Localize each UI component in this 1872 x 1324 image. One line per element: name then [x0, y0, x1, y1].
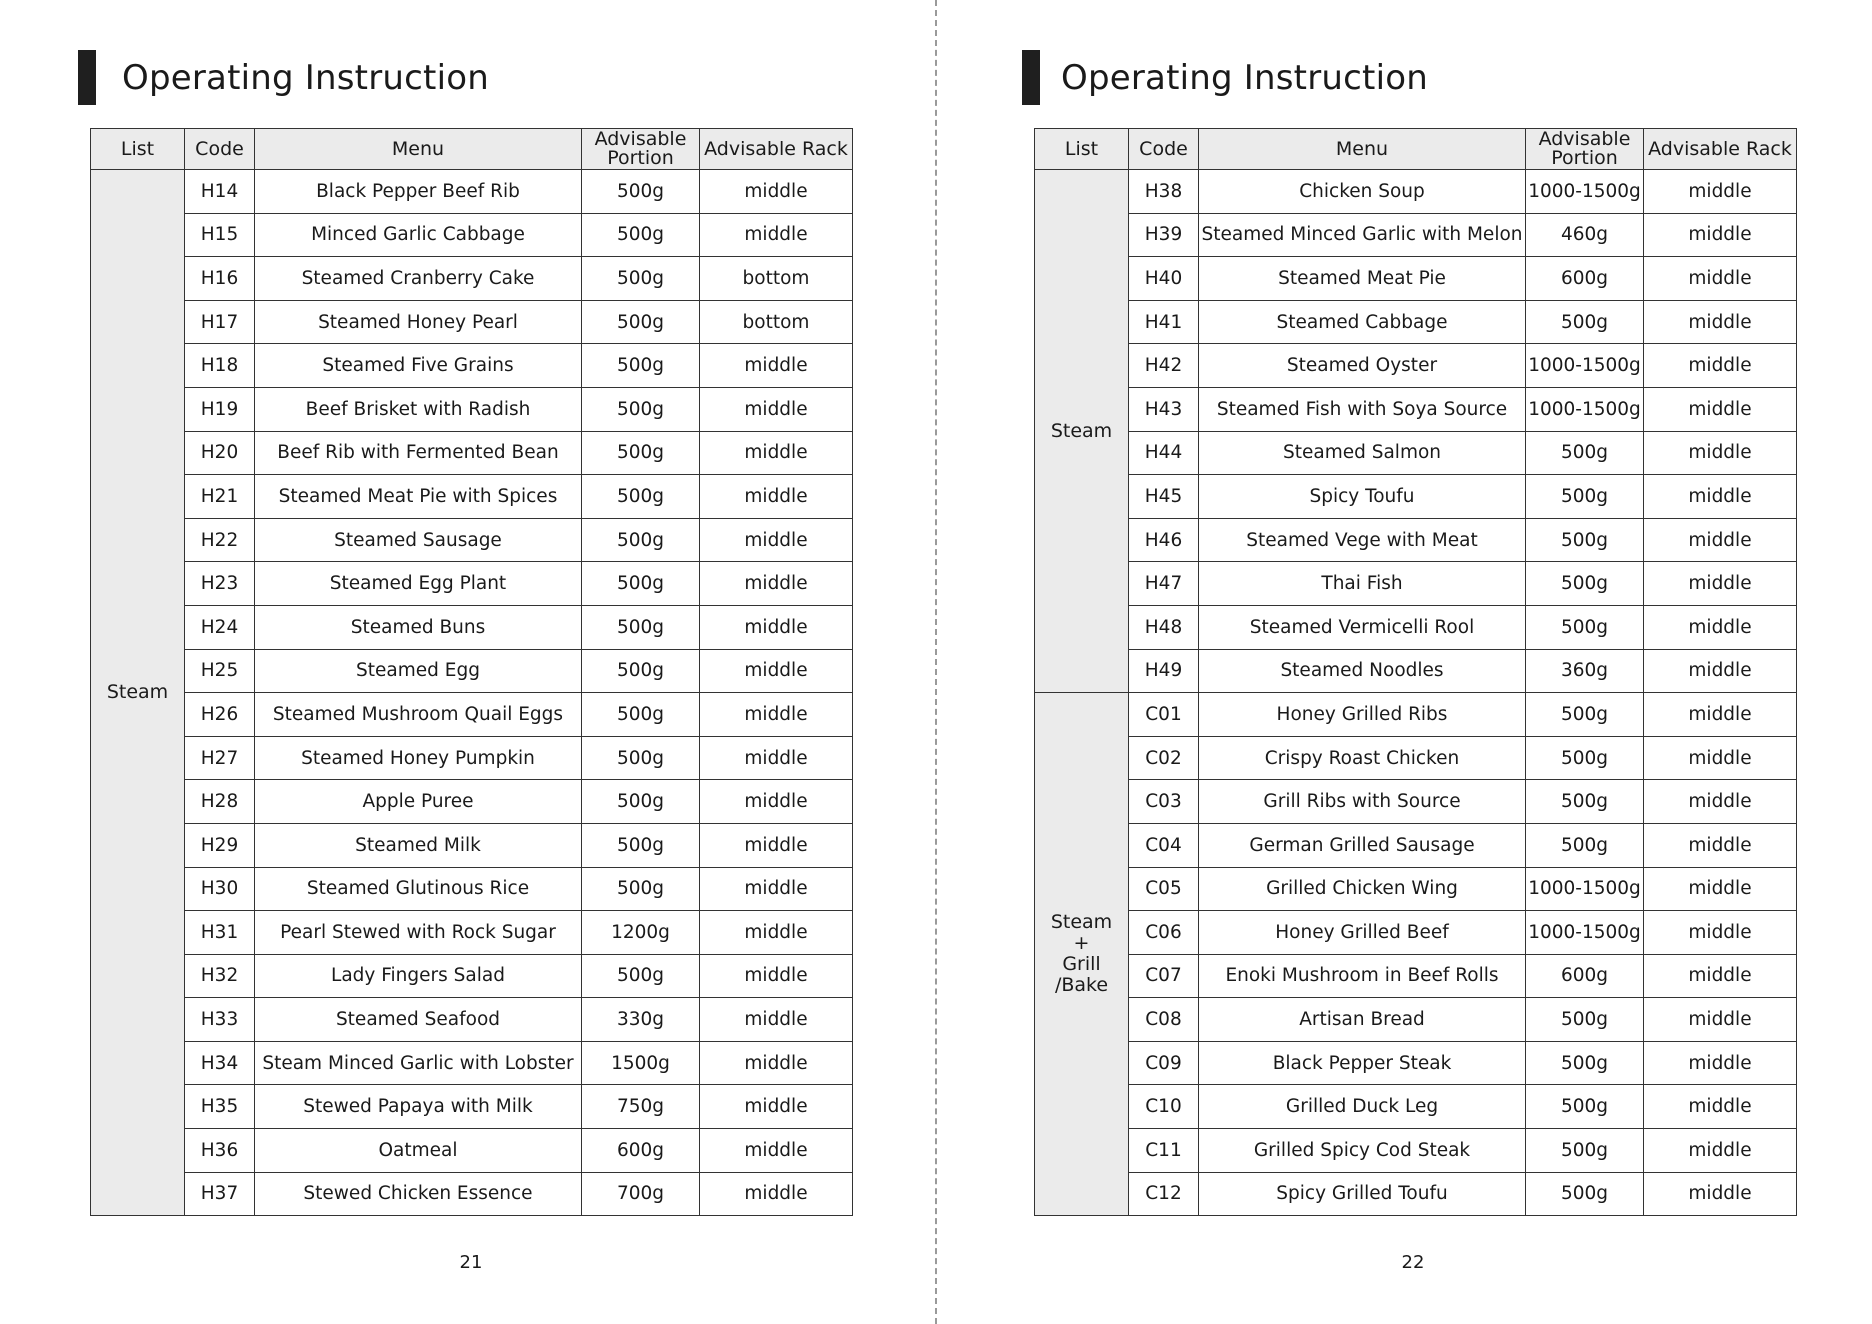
code-cell: C06: [1129, 911, 1199, 955]
code-cell: C07: [1129, 954, 1199, 998]
portion-cell: 1000-1500g: [1526, 911, 1644, 955]
table-row: [1035, 387, 1797, 431]
code-cell: H42: [1129, 344, 1199, 388]
rack-cell: middle: [1644, 693, 1797, 737]
title-marker: [78, 50, 96, 105]
code-cell: H18: [185, 344, 255, 388]
table-header-row: [91, 129, 853, 170]
table-row: [91, 693, 853, 737]
table-row: [91, 1085, 853, 1129]
code-cell: H22: [185, 518, 255, 562]
table-row: [1035, 605, 1797, 649]
portion-cell: 500g: [582, 300, 700, 344]
rack-cell: bottom: [700, 300, 853, 344]
table-row: [1035, 170, 1797, 214]
table-row: [91, 344, 853, 388]
portion-cell: 1000-1500g: [1526, 344, 1644, 388]
menu-cell: Grilled Spicy Cod Steak: [1199, 1129, 1526, 1173]
portion-cell: 460g: [1526, 213, 1644, 257]
table-row: [1035, 1129, 1797, 1173]
group-label: Steam + Grill /Bake: [1035, 693, 1129, 1216]
rack-cell: middle: [1644, 170, 1797, 214]
rack-cell: middle: [1644, 954, 1797, 998]
code-cell: H48: [1129, 605, 1199, 649]
rack-cell: middle: [700, 649, 853, 693]
portion-cell: 500g: [582, 693, 700, 737]
table-row: [1035, 736, 1797, 780]
menu-cell: Stewed Chicken Essence: [255, 1172, 582, 1216]
rack-cell: middle: [700, 954, 853, 998]
menu-cell: Steamed Cabbage: [1199, 300, 1526, 344]
page-title: Operating Instruction: [122, 58, 489, 98]
rack-cell: middle: [700, 998, 853, 1042]
group-label: Steam: [91, 170, 185, 1216]
table-row: [1035, 475, 1797, 519]
rack-cell: middle: [1644, 736, 1797, 780]
code-cell: C12: [1129, 1172, 1199, 1216]
menu-cell: Beef Brisket with Radish: [255, 387, 582, 431]
menu-cell: Steamed Egg Plant: [255, 562, 582, 606]
rack-cell: middle: [1644, 344, 1797, 388]
table-row: [1035, 649, 1797, 693]
menu-cell: Steamed Fish with Soya Source: [1199, 387, 1526, 431]
menu-cell: Crispy Roast Chicken: [1199, 736, 1526, 780]
menu-cell: Steamed Vege with Meat: [1199, 518, 1526, 562]
portion-cell: 500g: [582, 475, 700, 519]
table-row: [1035, 518, 1797, 562]
portion-cell: 1000-1500g: [1526, 387, 1644, 431]
table-row: [91, 387, 853, 431]
code-cell: H44: [1129, 431, 1199, 475]
table-row: [91, 518, 853, 562]
table-row: [91, 300, 853, 344]
menu-cell: German Grilled Sausage: [1199, 823, 1526, 867]
rack-cell: middle: [700, 1172, 853, 1216]
code-cell: H43: [1129, 387, 1199, 431]
menu-cell: Minced Garlic Cabbage: [255, 213, 582, 257]
rack-cell: middle: [700, 213, 853, 257]
menu-cell: Steam Minced Garlic with Lobster: [255, 1041, 582, 1085]
code-cell: H39: [1129, 213, 1199, 257]
menu-cell: Apple Puree: [255, 780, 582, 824]
code-cell: H26: [185, 693, 255, 737]
portion-cell: 500g: [1526, 431, 1644, 475]
table-row: [1035, 911, 1797, 955]
code-cell: H47: [1129, 562, 1199, 606]
code-cell: C09: [1129, 1041, 1199, 1085]
rack-cell: middle: [1644, 518, 1797, 562]
menu-cell: Steamed Honey Pumpkin: [255, 736, 582, 780]
menu-cell: Artisan Bread: [1199, 998, 1526, 1042]
table-row: [91, 605, 853, 649]
table-row: [1035, 300, 1797, 344]
table-row: [1035, 213, 1797, 257]
code-cell: H46: [1129, 518, 1199, 562]
table-row: [91, 257, 853, 301]
rack-cell: middle: [700, 911, 853, 955]
table-row: [1035, 867, 1797, 911]
code-cell: C04: [1129, 823, 1199, 867]
portion-cell: 700g: [582, 1172, 700, 1216]
table-row: [91, 954, 853, 998]
code-cell: H23: [185, 562, 255, 606]
rack-cell: middle: [1644, 911, 1797, 955]
portion-cell: 500g: [582, 954, 700, 998]
title-marker: [1022, 50, 1040, 105]
column-header: List: [1035, 129, 1129, 170]
menu-cell: Lady Fingers Salad: [255, 954, 582, 998]
portion-cell: 500g: [1526, 300, 1644, 344]
table-row: [1035, 431, 1797, 475]
code-cell: H40: [1129, 257, 1199, 301]
rack-cell: bottom: [700, 257, 853, 301]
menu-cell: Steamed Noodles: [1199, 649, 1526, 693]
menu-cell: Steamed Salmon: [1199, 431, 1526, 475]
code-cell: H45: [1129, 475, 1199, 519]
code-cell: C03: [1129, 780, 1199, 824]
code-cell: H30: [185, 867, 255, 911]
portion-cell: 1000-1500g: [1526, 170, 1644, 214]
rack-cell: middle: [700, 387, 853, 431]
menu-cell: Steamed Cranberry Cake: [255, 257, 582, 301]
menu-cell: Steamed Buns: [255, 605, 582, 649]
table-row: [1035, 780, 1797, 824]
menu-cell: Spicy Grilled Toufu: [1199, 1172, 1526, 1216]
code-cell: H15: [185, 213, 255, 257]
page-right: [936, 0, 1872, 1324]
table-row: [91, 911, 853, 955]
page-number: 21: [459, 1252, 483, 1273]
code-cell: H20: [185, 431, 255, 475]
portion-cell: 500g: [1526, 823, 1644, 867]
code-cell: H16: [185, 257, 255, 301]
rack-cell: middle: [700, 693, 853, 737]
code-cell: H28: [185, 780, 255, 824]
column-header: Advisable Rack: [1644, 129, 1797, 170]
rack-cell: middle: [1644, 1172, 1797, 1216]
code-cell: H14: [185, 170, 255, 214]
page-number: 22: [1401, 1252, 1425, 1273]
menu-cell: Thai Fish: [1199, 562, 1526, 606]
portion-cell: 500g: [582, 170, 700, 214]
portion-cell: 1200g: [582, 911, 700, 955]
column-header: Code: [1129, 129, 1199, 170]
portion-cell: 500g: [582, 562, 700, 606]
table-row: [1035, 1085, 1797, 1129]
portion-cell: 500g: [582, 605, 700, 649]
table-row: [91, 998, 853, 1042]
code-cell: H38: [1129, 170, 1199, 214]
table-row: [91, 780, 853, 824]
rack-cell: middle: [700, 780, 853, 824]
menu-cell: Steamed Minced Garlic with Melon: [1199, 213, 1526, 257]
code-cell: H37: [185, 1172, 255, 1216]
menu-cell: Black Pepper Beef Rib: [255, 170, 582, 214]
portion-cell: 500g: [1526, 1172, 1644, 1216]
code-cell: H33: [185, 998, 255, 1042]
code-cell: C11: [1129, 1129, 1199, 1173]
portion-cell: 500g: [1526, 475, 1644, 519]
menu-table: [90, 128, 853, 1216]
code-cell: H34: [185, 1041, 255, 1085]
table-row: [91, 1172, 853, 1216]
menu-cell: Steamed Meat Pie with Spices: [255, 475, 582, 519]
rack-cell: middle: [1644, 257, 1797, 301]
table-row: [91, 867, 853, 911]
rack-cell: middle: [700, 736, 853, 780]
code-cell: H49: [1129, 649, 1199, 693]
code-cell: C08: [1129, 998, 1199, 1042]
rack-cell: middle: [700, 823, 853, 867]
rack-cell: middle: [700, 867, 853, 911]
code-cell: C02: [1129, 736, 1199, 780]
table-row: [1035, 823, 1797, 867]
table-row: [1035, 1172, 1797, 1216]
menu-cell: Steamed Glutinous Rice: [255, 867, 582, 911]
code-cell: H19: [185, 387, 255, 431]
menu-cell: Steamed Five Grains: [255, 344, 582, 388]
rack-cell: middle: [700, 344, 853, 388]
table-row: [91, 1129, 853, 1173]
portion-cell: 500g: [1526, 1129, 1644, 1173]
menu-table: [1034, 128, 1797, 1216]
menu-cell: Honey Grilled Beef: [1199, 911, 1526, 955]
table-header-row: [1035, 129, 1797, 170]
code-cell: H29: [185, 823, 255, 867]
portion-cell: 330g: [582, 998, 700, 1042]
portion-cell: 500g: [582, 257, 700, 301]
menu-cell: Grilled Duck Leg: [1199, 1085, 1526, 1129]
rack-cell: middle: [1644, 387, 1797, 431]
rack-cell: middle: [700, 475, 853, 519]
column-header: Advisable Rack: [700, 129, 853, 170]
table-row: [91, 431, 853, 475]
menu-cell: Spicy Toufu: [1199, 475, 1526, 519]
code-cell: H17: [185, 300, 255, 344]
menu-cell: Chicken Soup: [1199, 170, 1526, 214]
group-label: Steam: [1035, 170, 1129, 693]
portion-cell: 500g: [582, 431, 700, 475]
menu-cell: Steamed Honey Pearl: [255, 300, 582, 344]
rack-cell: middle: [1644, 998, 1797, 1042]
column-header: Code: [185, 129, 255, 170]
table-row: [91, 475, 853, 519]
rack-cell: middle: [1644, 300, 1797, 344]
rack-cell: middle: [1644, 1085, 1797, 1129]
rack-cell: middle: [1644, 1129, 1797, 1173]
column-header: Menu: [1199, 129, 1526, 170]
rack-cell: middle: [1644, 823, 1797, 867]
code-cell: C10: [1129, 1085, 1199, 1129]
rack-cell: middle: [700, 431, 853, 475]
menu-cell: Steamed Egg: [255, 649, 582, 693]
rack-cell: middle: [700, 1041, 853, 1085]
page-title: Operating Instruction: [1061, 58, 1428, 98]
rack-cell: middle: [700, 1085, 853, 1129]
rack-cell: middle: [700, 562, 853, 606]
rack-cell: middle: [700, 1129, 853, 1173]
code-cell: H21: [185, 475, 255, 519]
portion-cell: 500g: [1526, 693, 1644, 737]
table-row: [1035, 693, 1797, 737]
table-row: [1035, 344, 1797, 388]
code-cell: H36: [185, 1129, 255, 1173]
portion-cell: 500g: [582, 518, 700, 562]
rack-cell: middle: [700, 518, 853, 562]
portion-cell: 500g: [582, 387, 700, 431]
table-row: [91, 562, 853, 606]
portion-cell: 500g: [1526, 998, 1644, 1042]
rack-cell: middle: [700, 605, 853, 649]
table-row: [1035, 998, 1797, 1042]
portion-cell: 500g: [582, 649, 700, 693]
portion-cell: 500g: [1526, 518, 1644, 562]
code-cell: C05: [1129, 867, 1199, 911]
rack-cell: middle: [1644, 562, 1797, 606]
code-cell: H27: [185, 736, 255, 780]
portion-cell: 500g: [582, 867, 700, 911]
menu-cell: Grilled Chicken Wing: [1199, 867, 1526, 911]
portion-cell: 500g: [1526, 736, 1644, 780]
code-cell: H35: [185, 1085, 255, 1129]
table-row: [91, 823, 853, 867]
rack-cell: middle: [1644, 213, 1797, 257]
menu-cell: Steamed Milk: [255, 823, 582, 867]
menu-cell: Steamed Mushroom Quail Eggs: [255, 693, 582, 737]
portion-cell: 360g: [1526, 649, 1644, 693]
menu-cell: Honey Grilled Ribs: [1199, 693, 1526, 737]
rack-cell: middle: [1644, 867, 1797, 911]
menu-cell: Stewed Papaya with Milk: [255, 1085, 582, 1129]
table-row: [1035, 1041, 1797, 1085]
menu-cell: Steamed Oyster: [1199, 344, 1526, 388]
portion-cell: 500g: [1526, 1041, 1644, 1085]
code-cell: H25: [185, 649, 255, 693]
rack-cell: middle: [1644, 649, 1797, 693]
code-cell: H31: [185, 911, 255, 955]
portion-cell: 500g: [582, 736, 700, 780]
column-header: Menu: [255, 129, 582, 170]
table-row: [91, 170, 853, 214]
code-cell: H24: [185, 605, 255, 649]
menu-cell: Steamed Vermicelli Rool: [1199, 605, 1526, 649]
code-cell: H32: [185, 954, 255, 998]
column-header: List: [91, 129, 185, 170]
portion-cell: 500g: [582, 780, 700, 824]
portion-cell: 500g: [1526, 562, 1644, 606]
menu-cell: Steamed Sausage: [255, 518, 582, 562]
menu-cell: Black Pepper Steak: [1199, 1041, 1526, 1085]
table-row: [1035, 562, 1797, 606]
rack-cell: middle: [1644, 780, 1797, 824]
code-cell: H41: [1129, 300, 1199, 344]
table-row: [91, 649, 853, 693]
menu-cell: Steamed Seafood: [255, 998, 582, 1042]
menu-cell: Oatmeal: [255, 1129, 582, 1173]
portion-cell: 1000-1500g: [1526, 867, 1644, 911]
portion-cell: 750g: [582, 1085, 700, 1129]
table-row: [91, 1041, 853, 1085]
table-row: [1035, 954, 1797, 998]
portion-cell: 500g: [582, 213, 700, 257]
code-cell: C01: [1129, 693, 1199, 737]
column-header: Advisable Portion: [582, 129, 700, 170]
table-row: [1035, 257, 1797, 301]
portion-cell: 500g: [1526, 1085, 1644, 1129]
portion-cell: 500g: [1526, 605, 1644, 649]
rack-cell: middle: [1644, 1041, 1797, 1085]
portion-cell: 1500g: [582, 1041, 700, 1085]
portion-cell: 600g: [582, 1129, 700, 1173]
menu-cell: Enoki Mushroom in Beef Rolls: [1199, 954, 1526, 998]
portion-cell: 600g: [1526, 257, 1644, 301]
portion-cell: 500g: [582, 344, 700, 388]
table-row: [91, 213, 853, 257]
menu-cell: Pearl Stewed with Rock Sugar: [255, 911, 582, 955]
portion-cell: 500g: [582, 823, 700, 867]
rack-cell: middle: [700, 170, 853, 214]
menu-cell: Grill Ribs with Source: [1199, 780, 1526, 824]
menu-cell: Beef Rib with Fermented Bean: [255, 431, 582, 475]
portion-cell: 600g: [1526, 954, 1644, 998]
table-row: [91, 736, 853, 780]
rack-cell: middle: [1644, 475, 1797, 519]
portion-cell: 500g: [1526, 780, 1644, 824]
menu-cell: Steamed Meat Pie: [1199, 257, 1526, 301]
column-header: Advisable Portion: [1526, 129, 1644, 170]
rack-cell: middle: [1644, 431, 1797, 475]
rack-cell: middle: [1644, 605, 1797, 649]
